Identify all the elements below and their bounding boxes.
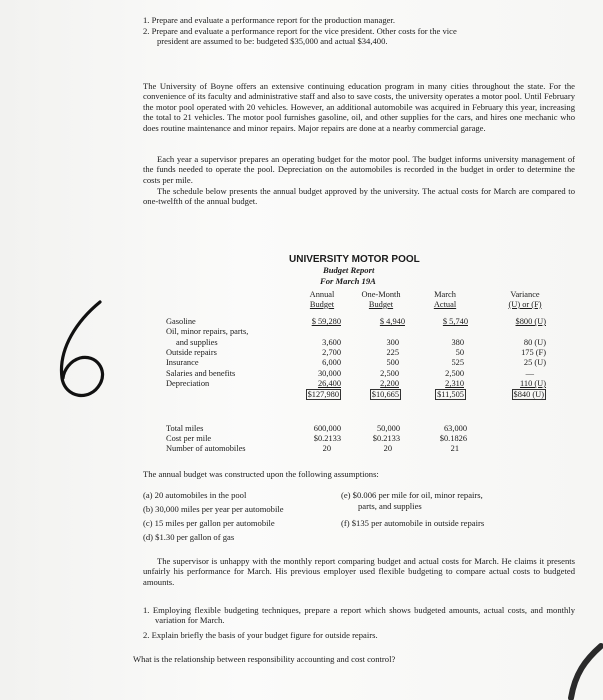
paragraph-intro: The University of Boyne offers an extensive continuing education program in many cities throughout the state. For the convenience of its faculty and administrative staff and also to save costs, the university operates a motor pool. Until February the motor pool operated with 20 vehicles. However, an additional automobile was acquired in February this year, increasing the total to 21 vehicles. The motor pool furnishes gasoline, oil, and other supplies for the cars, and hires one mechanic who does routine maintenance and minor repairs. Major repairs are done at a nearby commercial garage.	[143, 81, 575, 133]
question-1-bottom: 1. Employing flexible budgeting techniques, prepare a report which shows budgeted amounts, actual costs, and monthly variation for March.	[143, 605, 575, 626]
stat-actual-autos: 21	[450, 444, 459, 453]
month-depreciation: 2,200	[380, 379, 399, 388]
row-label-depreciation: Depreciation	[166, 379, 210, 388]
header-one-month: One-Month Budget	[361, 290, 401, 309]
stat-annual-cpm: $0.2133	[313, 434, 341, 443]
assumption-b: (b) 30,000 miles per year per automobile	[143, 504, 284, 514]
variance-outside-repairs: 175 (F)	[521, 348, 546, 357]
month-gasoline: $ 4,940	[379, 317, 405, 326]
question-1-top: 1. Prepare and evaluate a performance report for the production manager.	[143, 15, 395, 25]
header-march-actual: March Actual	[433, 290, 457, 309]
question-2-bottom: 2. Explain briefly the basis of your budget figure for outside repairs.	[143, 630, 378, 640]
annual-gasoline: $ 59,280	[311, 317, 341, 326]
variance-insurance: 25 (U)	[523, 358, 546, 367]
row-label-salaries: Salaries and benefits	[166, 369, 236, 378]
month-outside-repairs: 225	[386, 348, 399, 357]
annual-total: $127,980	[307, 390, 339, 399]
month-total: $10,665	[371, 390, 399, 399]
stat-actual-cpm: $0.1826	[439, 434, 467, 443]
actual-outside-repairs: 50	[455, 348, 464, 357]
actual-depreciation: 2,310	[445, 379, 464, 388]
stat-actual-miles: 63,000	[443, 424, 467, 433]
variance-total: $840 (U)	[513, 390, 544, 399]
report-subtitle: Budget Report	[323, 265, 375, 275]
assumptions-intro: The annual budget was constructed upon the following assumptions:	[143, 469, 379, 479]
corner-scribble	[563, 640, 603, 700]
actual-insurance: 525	[451, 358, 464, 367]
stat-month-autos: 20	[383, 444, 392, 453]
assumption-a: (a) 20 automobiles in the pool	[143, 490, 247, 500]
question-2-top-cont: president are assumed to be: budgeted $35,000 and actual $34,400.	[157, 36, 388, 46]
actual-total: $11,505	[437, 390, 464, 399]
month-supplies: 300	[386, 338, 399, 347]
row-label-gasoline: Gasoline	[166, 317, 196, 326]
handwritten-six	[48, 298, 118, 408]
annual-salaries: 30,000	[317, 369, 341, 378]
stat-month-miles: 50,000	[376, 424, 400, 433]
final-question: What is the relationship between responsibility accounting and cost control?	[133, 654, 396, 664]
report-title: UNIVERSITY MOTOR POOL	[289, 254, 420, 265]
actual-supplies: 380	[451, 338, 464, 347]
stat-annual-autos: 20	[322, 444, 331, 453]
header-annual: Annual Budget	[309, 290, 335, 309]
annual-depreciation: 26,400	[317, 379, 341, 388]
paragraph-budget: Each year a supervisor prepares an operating budget for the motor pool. The budget informs university management of the funds needed to operate the pool. Depreciation on the automobiles is recorded in the budget in order to determine the costs per mile.	[143, 154, 575, 185]
assumption-f: (f) $135 per automobile in outside repairs	[341, 518, 485, 528]
row-label-insurance: Insurance	[166, 358, 199, 367]
header-variance: Variance (U) or (F)	[508, 290, 542, 309]
actual-salaries: 2,500	[445, 369, 464, 378]
variance-gasoline: $800 (U)	[515, 317, 546, 326]
report-period: For March 19A	[320, 276, 376, 286]
paragraph-schedule: The schedule below presents the annual budget approved by the university. The actual costs for March are compared to one-twelfth of the annual budget.	[143, 186, 575, 207]
variance-supplies: 80 (U)	[523, 338, 546, 347]
variance-depreciation: 110 (U)	[520, 379, 546, 388]
month-insurance: 500	[386, 358, 399, 367]
stat-label-automobiles: Number of automobiles	[166, 444, 246, 453]
stat-label-cost-per-mile: Cost per mile	[166, 434, 212, 443]
stat-month-cpm: $0.2133	[372, 434, 400, 443]
assumption-e: (e) $0.006 per mile for oil, minor repairs,	[341, 490, 483, 500]
question-2-top: 2. Prepare and evaluate a performance report for the vice president. Other costs for the vice	[143, 26, 457, 36]
paragraph-supervisor: The supervisor is unhappy with the monthly report comparing budget and actual costs for March. He claims it presents unfairly his performance for March. His previous employer used flexible budgeting to compare actual costs to budgeted amounts.	[143, 556, 575, 587]
stat-annual-miles: 600,000	[313, 424, 341, 433]
variance-salaries: —	[525, 369, 534, 378]
assumption-d: (d) $1.30 per gallon of gas	[143, 532, 235, 542]
stat-label-total-miles: Total miles	[166, 424, 204, 433]
row-label-supplies: and supplies	[176, 338, 218, 347]
annual-supplies: 3,600	[322, 338, 341, 347]
assumption-e-cont: parts, and supplies	[358, 501, 422, 511]
month-salaries: 2,500	[380, 369, 399, 378]
actual-gasoline: $ 5,740	[442, 317, 468, 326]
row-label-outside-repairs: Outside repairs	[166, 348, 217, 357]
row-label-oil: Oil, minor repairs, parts,	[166, 327, 249, 336]
annual-outside-repairs: 2,700	[322, 348, 341, 357]
assumption-c: (c) 15 miles per gallon per automobile	[143, 518, 275, 528]
annual-insurance: 6,000	[322, 358, 341, 367]
